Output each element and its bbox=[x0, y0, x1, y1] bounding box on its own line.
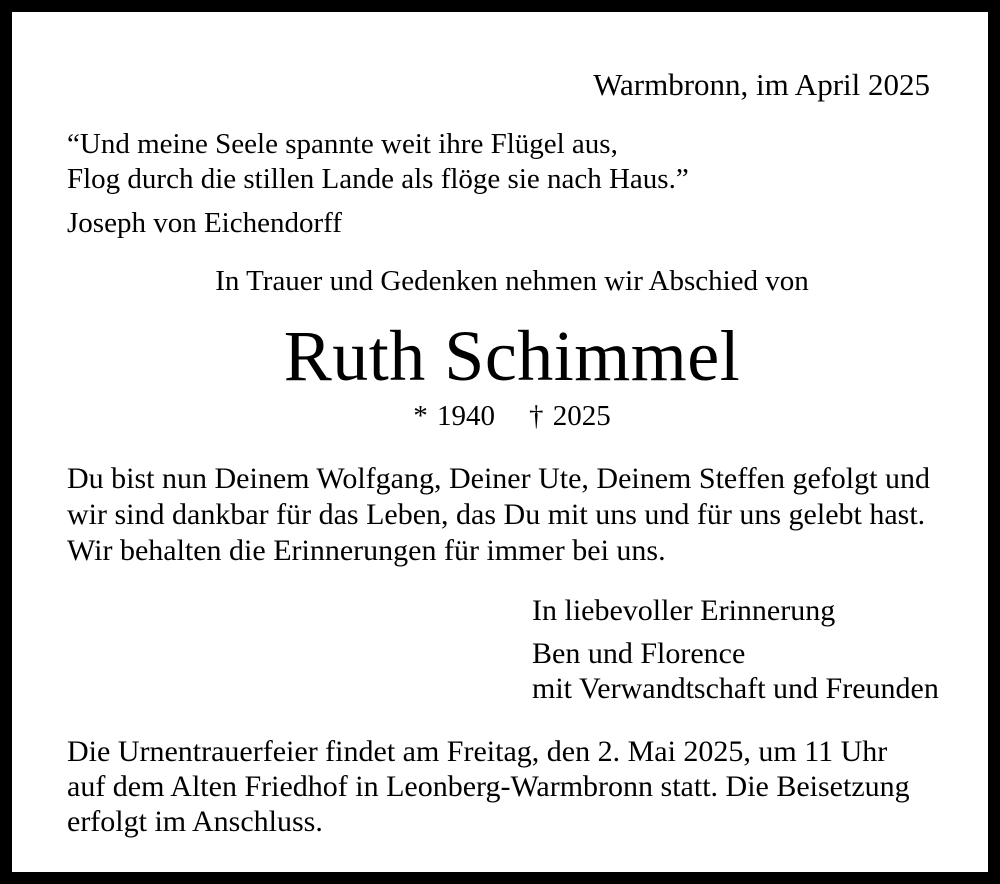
death-year: † 2025 bbox=[529, 400, 611, 432]
deceased-name: Ruth Schimmel bbox=[283, 316, 741, 396]
message-line-1: Du bist nun Deinem Wolfgang, Deiner Ute, Deinem Steffen gefolgt und bbox=[67, 462, 930, 495]
message-line-2: wir sind dankbar für das Leben, das Du mit uns und für uns gelebt hast. bbox=[67, 498, 926, 531]
quote-line-2: Flog durch die stillen Lande als flöge sie nach Haus.” bbox=[67, 163, 689, 195]
message-line-3: Wir behalten die Erinnerungen für immer bei uns. bbox=[67, 534, 666, 567]
quote-author: Joseph von Eichendorff bbox=[67, 207, 342, 239]
birth-year: * 1940 bbox=[413, 400, 495, 432]
life-dates bbox=[12, 402, 1000, 431]
intro-text: In Trauer und Gedenken nehmen wir Abschied von bbox=[215, 265, 809, 297]
funeral-line-1: Die Urnentrauerfeier findet am Freitag, den 2. Mai 2025, um 11 Uhr bbox=[67, 735, 888, 768]
signature-names: Ben und Florence bbox=[532, 637, 746, 670]
place-date: Warmbronn, im April 2025 bbox=[593, 67, 930, 102]
signature-family: mit Verwandtschaft und Freunden bbox=[532, 672, 939, 705]
quote-line-1: “Und meine Seele spannte weit ihre Flügel aus, bbox=[67, 128, 618, 160]
funeral-line-3: erfolgt im Anschluss. bbox=[67, 805, 323, 838]
funeral-line-2: auf dem Alten Friedhof in Leonberg-Warmbronn statt. Die Beisetzung bbox=[67, 770, 910, 803]
signature-closing: In liebevoller Erinnerung bbox=[532, 594, 836, 627]
